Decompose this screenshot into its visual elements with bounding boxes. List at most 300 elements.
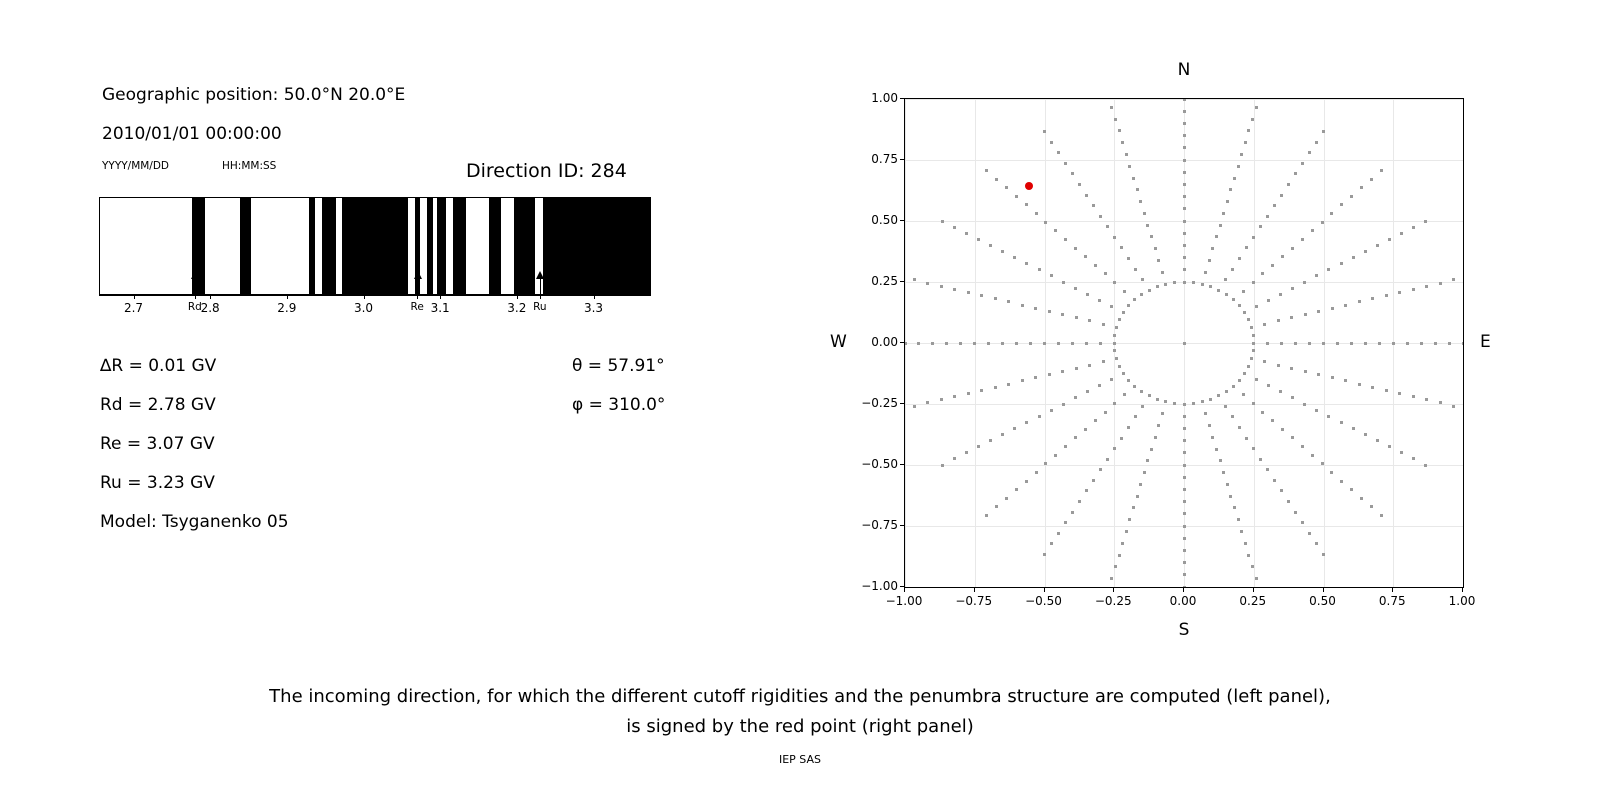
sky-direction-point	[1104, 272, 1107, 275]
marker-shaft	[195, 277, 196, 299]
sky-direction-point	[995, 178, 998, 181]
sky-direction-point	[1392, 342, 1395, 345]
delta-r-readout: ∆R = 0.01 GV	[100, 356, 217, 376]
sky-direction-point	[1035, 471, 1038, 474]
sky-direction-point	[1301, 445, 1304, 448]
sky-direction-point	[1215, 235, 1218, 238]
sky-direction-point	[1034, 376, 1037, 379]
y-tick-mark	[900, 159, 904, 160]
sky-direction-point	[1183, 122, 1186, 125]
sky-direction-point	[1183, 512, 1186, 515]
sky-direction-point	[1043, 553, 1046, 556]
sky-direction-point	[1074, 247, 1077, 250]
sky-direction-point	[1360, 497, 1363, 500]
sky-direction-point	[1088, 319, 1091, 322]
penumbra-forbidden-band	[342, 198, 408, 294]
caption-line-1: The incoming direction, for which the different cutoff rigidities and the penumbra structure are computed (left panel),	[269, 686, 1331, 707]
sky-direction-point	[1261, 411, 1264, 414]
sky-direction-point	[1412, 288, 1415, 291]
sky-direction-point	[1340, 262, 1343, 265]
sky-direction-point	[1154, 436, 1157, 439]
sky-direction-point	[1231, 268, 1234, 271]
sky-direction-point	[1143, 471, 1146, 474]
sky-direction-point	[1074, 287, 1077, 290]
sky-direction-point	[1412, 457, 1415, 460]
sky-direction-point	[1110, 378, 1113, 381]
sky-direction-point	[1364, 433, 1367, 436]
sky-direction-point	[1127, 304, 1130, 307]
sky-direction-point	[1424, 220, 1427, 223]
sky-direction-point	[1279, 390, 1282, 393]
sky-direction-point	[1315, 274, 1318, 277]
axis-tick	[287, 295, 288, 299]
sky-direction-point	[1001, 250, 1004, 253]
sky-direction-point	[1118, 365, 1121, 368]
date-format-hint: YYYY/MM/DD	[102, 160, 170, 172]
sky-direction-point	[1266, 468, 1269, 471]
sky-direction-point	[953, 288, 956, 291]
sky-direction-point	[1086, 293, 1089, 296]
sky-direction-point	[1277, 364, 1280, 367]
sky-direction-point	[994, 386, 997, 389]
sky-direction-point	[1183, 439, 1186, 442]
sky-direction-point	[1005, 186, 1008, 189]
gridline	[905, 587, 1463, 588]
sky-direction-point	[1134, 268, 1137, 271]
sky-direction-point	[1304, 313, 1307, 316]
sky-direction-point	[1279, 293, 1282, 296]
y-tick-label: 0.25	[871, 274, 898, 288]
sky-direction-point	[917, 342, 920, 345]
sky-direction-point	[1273, 479, 1276, 482]
sky-direction-point	[1364, 250, 1367, 253]
sky-direction-point	[1013, 427, 1016, 430]
sky-direction-point	[1406, 342, 1409, 345]
sky-direction-point	[941, 464, 944, 467]
sky-direction-point	[1252, 447, 1255, 450]
sky-direction-point	[1154, 247, 1157, 250]
sky-direction-point	[1113, 236, 1116, 239]
sky-direction-point	[1291, 247, 1294, 250]
sky-direction-point	[1113, 281, 1116, 284]
sky-direction-point	[1113, 349, 1116, 352]
sky-direction-point	[965, 232, 968, 235]
sky-direction-point	[1071, 172, 1074, 175]
sky-direction-point	[1183, 232, 1186, 235]
sky-direction-point	[1327, 268, 1330, 271]
sky-direction-point	[1161, 271, 1164, 274]
sky-direction-point	[1255, 106, 1258, 109]
sky-direction-point	[953, 395, 956, 398]
sky-direction-point	[1252, 236, 1255, 239]
sky-direction-point	[1250, 326, 1253, 329]
sky-direction-point	[1204, 412, 1207, 415]
sky-direction-point	[1238, 426, 1241, 429]
sky-direction-point	[1183, 537, 1186, 540]
sky-direction-point	[1281, 255, 1284, 258]
axis-tick-label: 3.0	[353, 301, 374, 315]
sky-direction-point	[1267, 299, 1270, 302]
sky-direction-point	[1255, 577, 1258, 580]
sky-direction-point	[1110, 305, 1113, 308]
penumbra-forbidden-band	[437, 198, 445, 294]
penumbra-chart	[99, 197, 651, 295]
theta-readout: θ = 57.91°	[572, 356, 665, 376]
sky-direction-point	[1287, 183, 1290, 186]
sky-direction-point	[1280, 342, 1283, 345]
sky-direction-point	[1183, 427, 1186, 430]
sky-direction-point	[1271, 264, 1274, 267]
sky-direction-point	[1245, 246, 1248, 249]
sky-direction-point	[1238, 257, 1241, 260]
sky-direction-point	[940, 398, 943, 401]
compass-east-label: E	[1480, 332, 1491, 352]
x-tick-label: 0.50	[1309, 594, 1336, 608]
sky-direction-point	[1352, 427, 1355, 430]
sky-direction-point	[1099, 215, 1102, 218]
sky-direction-point	[1252, 402, 1255, 405]
sky-direction-point	[1371, 386, 1374, 389]
sky-direction-point	[1420, 342, 1423, 345]
y-tick-label: −1.00	[861, 579, 898, 593]
sky-direction-point	[1448, 342, 1451, 345]
axis-tick	[440, 295, 441, 299]
sky-direction-point	[1113, 402, 1116, 405]
sky-direction-point	[1102, 323, 1105, 326]
sky-direction-point	[1233, 506, 1236, 509]
sky-direction-point	[1115, 326, 1118, 329]
sky-direction-point	[967, 392, 970, 395]
sky-direction-point	[1025, 262, 1028, 265]
sky-direction-point	[1340, 203, 1343, 206]
sky-direction-point	[1301, 162, 1304, 165]
sky-direction-point	[1273, 204, 1276, 207]
x-tick-label: −0.75	[955, 594, 993, 608]
sky-direction-point	[1209, 398, 1212, 401]
sky-direction-point	[1242, 393, 1245, 396]
sky-direction-point	[1425, 285, 1428, 288]
selected-direction-point[interactable]	[1025, 182, 1033, 190]
sky-direction-point	[1183, 342, 1186, 345]
re-readout: Re = 3.07 GV	[100, 434, 215, 454]
sky-direction-point	[1311, 229, 1314, 232]
sky-direction-point	[1156, 398, 1159, 401]
sky-direction-point	[1121, 542, 1124, 545]
sky-direction-point	[1261, 272, 1264, 275]
sky-direction-point	[1232, 385, 1235, 388]
sky-direction-point	[1183, 281, 1186, 284]
sky-direction-point	[1358, 300, 1361, 303]
compass-south-label: S	[1178, 620, 1190, 640]
sky-direction-point	[1099, 342, 1102, 345]
sky-direction-point	[1183, 220, 1186, 223]
sky-direction-point	[1376, 439, 1379, 442]
sky-direction-point	[953, 226, 956, 229]
sky-direction-point	[1183, 415, 1186, 418]
x-tick-mark	[1253, 588, 1254, 592]
sky-direction-point	[1252, 281, 1255, 284]
sky-direction-point	[1183, 561, 1186, 564]
sky-direction-point	[1134, 415, 1137, 418]
sky-direction-point	[1120, 246, 1123, 249]
sky-direction-point	[1061, 370, 1064, 373]
sky-direction-point	[1146, 224, 1149, 227]
y-tick-label: −0.75	[861, 518, 898, 532]
sky-direction-point	[1183, 256, 1186, 259]
penumbra-forbidden-band	[427, 198, 433, 294]
sky-direction-point	[1281, 428, 1284, 431]
sky-direction-point	[1222, 471, 1225, 474]
sky-direction-point	[1044, 221, 1047, 224]
model-readout: Model: Tsyganenko 05	[100, 512, 289, 532]
sky-direction-point	[1183, 171, 1186, 174]
sky-direction-point	[1015, 488, 1018, 491]
sky-direction-point	[931, 342, 934, 345]
sky-direction-point	[1252, 342, 1255, 345]
sky-direction-point	[1271, 419, 1274, 422]
sky-direction-point	[1064, 162, 1067, 165]
axis-tick	[364, 295, 365, 299]
sky-direction-point	[965, 451, 968, 454]
sky-direction-point	[1118, 129, 1121, 132]
y-tick-label: 0.50	[871, 213, 898, 227]
sky-direction-point	[1231, 415, 1234, 418]
sky-direction-point	[1321, 462, 1324, 465]
sky-direction-point	[1054, 229, 1057, 232]
sky-direction-point	[1219, 224, 1222, 227]
sky-direction-point	[1183, 525, 1186, 528]
sky-direction-point	[1238, 304, 1241, 307]
sky-direction-point	[1074, 396, 1077, 399]
sky-direction-point	[1237, 518, 1240, 521]
sky-direction-point	[1224, 405, 1227, 408]
sky-map-plot-area[interactable]	[904, 98, 1464, 588]
marker-label: Re	[410, 301, 424, 313]
sky-direction-point	[1219, 459, 1222, 462]
sky-direction-point	[1344, 379, 1347, 382]
x-tick-mark	[1113, 588, 1114, 592]
sky-direction-point	[1139, 200, 1142, 203]
sky-direction-point	[1237, 165, 1240, 168]
sky-direction-point	[1183, 207, 1186, 210]
sky-direction-point	[1005, 497, 1008, 500]
sky-direction-point	[1034, 307, 1037, 310]
marker-shaft	[540, 277, 541, 299]
sky-direction-point	[1071, 342, 1074, 345]
x-tick-label: 0.00	[1169, 594, 1197, 608]
sky-direction-point	[1263, 360, 1266, 363]
sky-direction-point	[1156, 285, 1159, 288]
sky-direction-point	[994, 297, 997, 300]
sky-direction-point	[1048, 373, 1051, 376]
cutoff-marker-ru	[533, 271, 547, 315]
sky-direction-point	[1294, 342, 1297, 345]
sky-direction-point	[1150, 235, 1153, 238]
sky-direction-point	[1050, 141, 1053, 144]
sky-direction-point	[1183, 268, 1186, 271]
sky-direction-point	[1291, 287, 1294, 290]
sky-direction-point	[1183, 403, 1186, 406]
sky-direction-point	[1157, 424, 1160, 427]
sky-direction-point	[1277, 319, 1280, 322]
sky-direction-point	[1434, 342, 1437, 345]
sky-direction-point	[1110, 577, 1113, 580]
sky-direction-point	[1128, 518, 1131, 521]
sky-direction-point	[1315, 409, 1318, 412]
y-tick-mark	[900, 464, 904, 465]
sky-direction-point	[1308, 342, 1311, 345]
sky-direction-point	[1322, 342, 1325, 345]
sky-direction-point	[1388, 445, 1391, 448]
y-tick-mark	[900, 525, 904, 526]
sky-direction-point	[1120, 437, 1123, 440]
sky-direction-point	[1317, 373, 1320, 376]
sky-direction-point	[1330, 471, 1333, 474]
sky-direction-point	[1048, 310, 1051, 313]
sky-direction-point	[1217, 394, 1220, 397]
sky-direction-point	[1106, 225, 1109, 228]
sky-direction-point	[1331, 307, 1334, 310]
sky-direction-point	[1113, 334, 1116, 337]
sky-direction-point	[1064, 238, 1067, 241]
sky-direction-point	[1110, 106, 1113, 109]
sky-direction-point	[1240, 530, 1243, 533]
sky-direction-point	[1141, 278, 1144, 281]
sky-direction-point	[1201, 400, 1204, 403]
sky-direction-point	[1204, 271, 1207, 274]
sky-direction-point	[977, 238, 980, 241]
axis-tick-label: 2.8	[200, 301, 220, 315]
sky-direction-point	[1294, 172, 1297, 175]
sky-direction-point	[1252, 349, 1255, 352]
sky-direction-point	[1183, 146, 1186, 149]
sky-direction-point	[1183, 110, 1186, 113]
sky-direction-point	[1251, 118, 1254, 121]
sky-direction-point	[1078, 500, 1081, 503]
sky-direction-point	[1043, 130, 1046, 133]
sky-direction-point	[1115, 357, 1118, 360]
sky-direction-point	[980, 294, 983, 297]
sky-direction-point	[1118, 554, 1121, 557]
sky-direction-point	[1064, 445, 1067, 448]
sky-direction-point	[1360, 186, 1363, 189]
sky-direction-point	[941, 220, 944, 223]
sky-direction-point	[1121, 141, 1124, 144]
sky-direction-point	[1128, 165, 1131, 168]
direction-id-label: Direction ID: 284	[466, 160, 627, 182]
sky-direction-point	[1244, 141, 1247, 144]
sky-direction-point	[1317, 310, 1320, 313]
sky-direction-point	[1054, 454, 1057, 457]
sky-direction-point	[1266, 215, 1269, 218]
sky-direction-point	[1143, 212, 1146, 215]
ru-readout: Ru = 3.23 GV	[100, 473, 215, 493]
sky-direction-point	[1094, 419, 1097, 422]
sky-direction-point	[1062, 281, 1065, 284]
sky-direction-point	[1217, 289, 1220, 292]
sky-direction-point	[1380, 169, 1383, 172]
sky-direction-point	[1013, 256, 1016, 259]
sky-direction-point	[1183, 464, 1186, 467]
sky-direction-point	[1183, 195, 1186, 198]
sky-direction-point	[1050, 409, 1053, 412]
sky-direction-point	[1183, 159, 1186, 162]
sky-direction-point	[1259, 225, 1262, 228]
sky-direction-point	[1245, 437, 1248, 440]
sky-direction-point	[1021, 379, 1024, 382]
sky-direction-point	[1344, 304, 1347, 307]
sky-direction-point	[1132, 177, 1135, 180]
sky-direction-point	[1113, 447, 1116, 450]
sky-direction-point	[1267, 384, 1270, 387]
sky-direction-point	[977, 445, 980, 448]
sky-direction-point	[1238, 379, 1241, 382]
sky-direction-point	[1380, 514, 1383, 517]
sky-direction-point	[1043, 342, 1046, 345]
sky-direction-point	[1136, 188, 1139, 191]
sky-direction-point	[1113, 342, 1116, 345]
sky-direction-point	[989, 439, 992, 442]
sky-direction-point	[1322, 130, 1325, 133]
cutoff-marker-re	[410, 271, 424, 315]
marker-shaft	[417, 277, 418, 299]
figure-caption	[0, 682, 1600, 742]
sky-direction-point	[1350, 342, 1353, 345]
x-tick-label: 0.25	[1239, 594, 1267, 608]
sky-direction-point	[1229, 495, 1232, 498]
sky-direction-point	[1364, 342, 1367, 345]
sky-direction-point	[926, 282, 929, 285]
sky-direction-point	[1127, 426, 1130, 429]
sky-direction-point	[1412, 395, 1415, 398]
sky-direction-point	[1350, 488, 1353, 491]
axis-tick-label: 3.3	[583, 301, 604, 315]
sky-direction-point	[1084, 255, 1087, 258]
sky-direction-point	[1183, 488, 1186, 491]
sky-direction-point	[1350, 195, 1353, 198]
y-tick-label: 0.00	[871, 335, 898, 349]
y-tick-label: 0.75	[871, 152, 898, 166]
sky-direction-point	[1123, 393, 1126, 396]
sky-direction-point	[1290, 367, 1293, 370]
sky-map-y-axis-labels	[840, 91, 898, 593]
sky-direction-point	[1287, 500, 1290, 503]
sky-direction-point	[1208, 424, 1211, 427]
sky-direction-point	[1127, 257, 1130, 260]
sky-direction-point	[1308, 151, 1311, 154]
sky-direction-point	[1075, 367, 1078, 370]
sky-direction-point	[1376, 244, 1379, 247]
sky-direction-point	[940, 285, 943, 288]
y-tick-label: −0.25	[861, 396, 898, 410]
sky-direction-point	[1242, 290, 1245, 293]
sky-direction-point	[1064, 521, 1067, 524]
sky-direction-point	[1146, 459, 1149, 462]
sky-direction-point	[1114, 118, 1117, 121]
penumbra-forbidden-band	[240, 198, 251, 294]
sky-direction-point	[1125, 153, 1128, 156]
x-tick-label: 0.75	[1378, 594, 1406, 608]
sky-direction-point	[1452, 278, 1455, 281]
sky-direction-point	[945, 342, 948, 345]
marker-label: Rd	[187, 301, 202, 313]
x-tick-label: −1.00	[885, 594, 923, 608]
x-tick-label: −0.50	[1025, 594, 1062, 608]
penumbra-forbidden-band	[489, 198, 501, 294]
time-format-hint: HH:MM:SS	[222, 160, 277, 172]
y-tick-mark	[900, 342, 904, 343]
axis-tick	[210, 295, 211, 299]
